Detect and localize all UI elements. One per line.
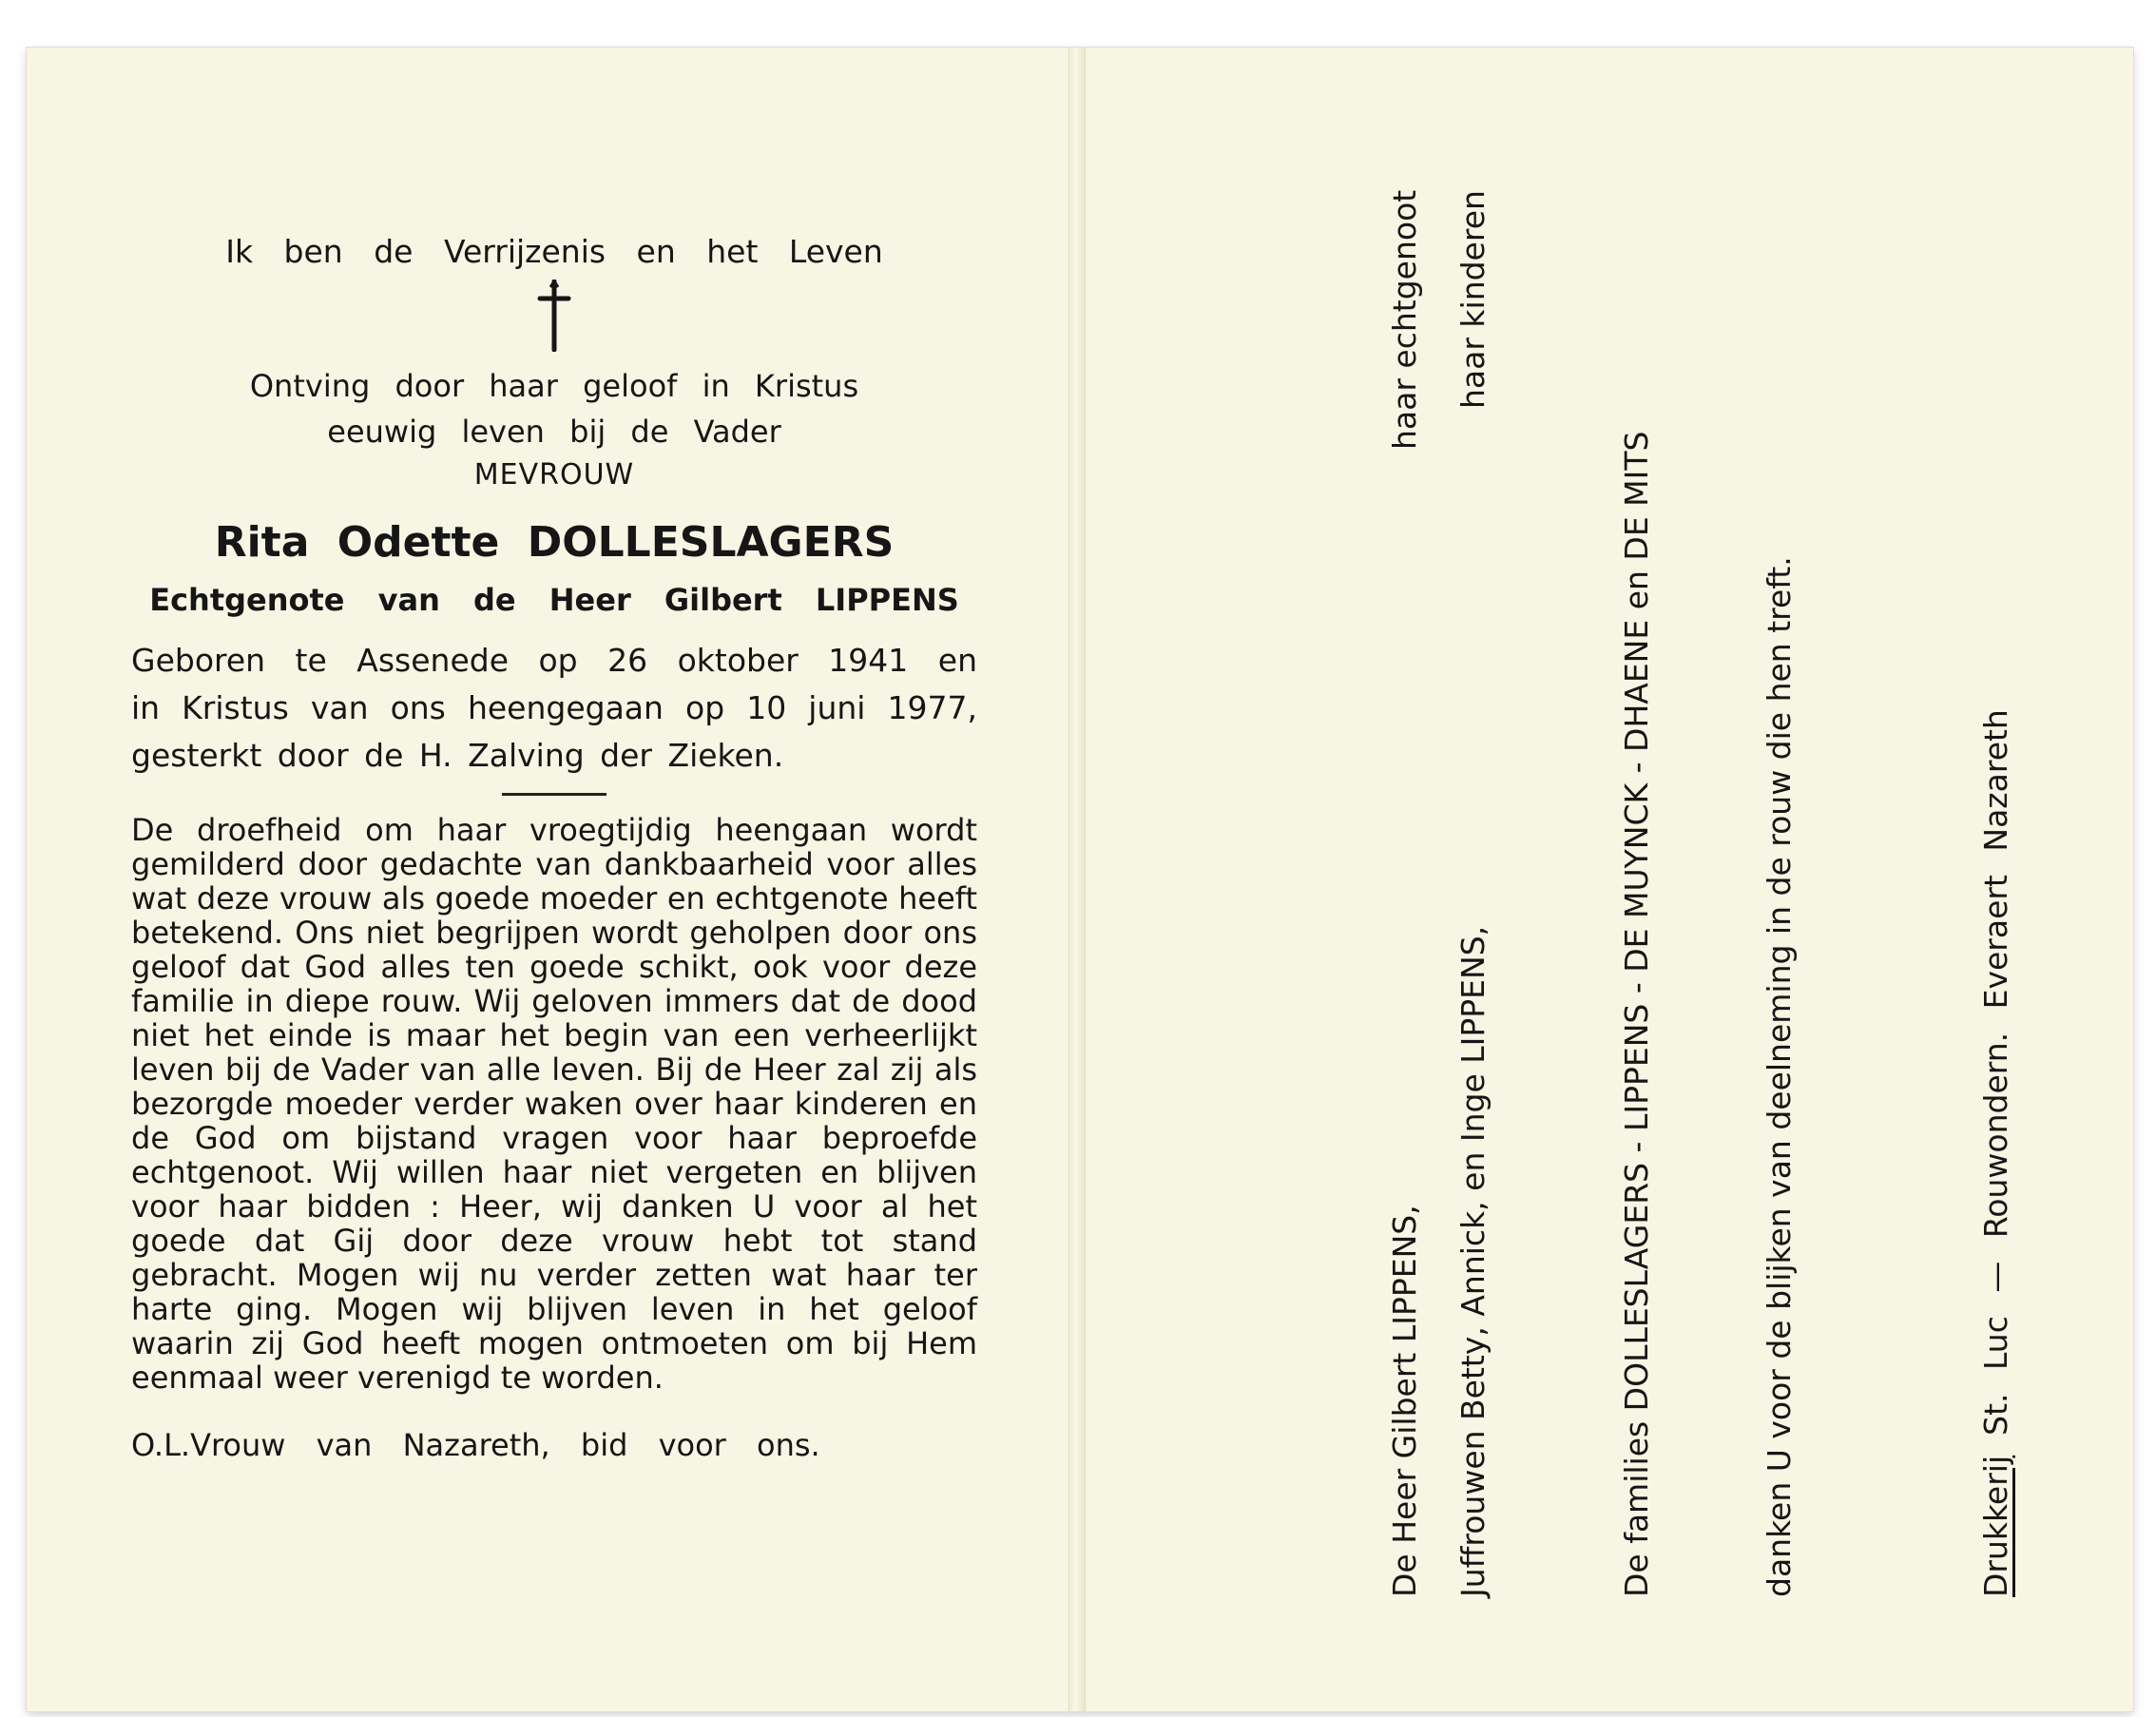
body-text: De droefheid om haar vroegtijdig heengaan wordt gemilderd door gedachte van dankbaarheid voor alles wat deze vrouw als goede moeder en echtgenote heeft betekend. Ons niet begrijpen wordt geholpen door ons geloof dat God alles ten goede schikt, ook voor deze familie in diepe rouw. Wij geloven immers dat de dood niet het einde is maar het begin van een verheerlijkt leven bij de Vader van alle leven. Bij de Heer zal zij als bezorgde moeder verder waken over haar kinderen en de God om bijstand vragen voor haar beproefde echtgenoot. Wij willen haar niet vergeten en blijven voor haar bidden : Heer, wij danken U voor al het goede dat Gij door deze vrouw hebt tot stand gebracht. Mogen wij nu verder zetten wat haar ter harte ging. Mogen wij blijven leven in het geloof waarin zij God heeft mogen ontmoeten om bij Hem eenmaal weer verenigd te worden. xyxy=(131,812,977,1396)
dates-line-1: Geboren te Assenede op 26 oktober 1941 en xyxy=(131,642,977,679)
dates-block xyxy=(131,637,977,780)
title-mevrouw: MEVROUW xyxy=(473,458,635,492)
thanks-col-husband xyxy=(1386,190,1424,1597)
husband-role: haar echtgenoot xyxy=(1386,190,1423,451)
gratitude-line: danken U voor de blijken van deelneming in de rouw die hen treft. xyxy=(1761,556,1798,1597)
left-page xyxy=(131,190,977,1463)
children-names: Juffrouwen Betty, Annick, en Inge LIPPENS, xyxy=(1454,925,1492,1597)
dates-line-2: in Kristus van ons heengegaan op 10 juni 1977, xyxy=(131,689,977,726)
memorial-card xyxy=(27,48,2133,1711)
latin-cross-icon xyxy=(535,280,573,352)
right-page xyxy=(1084,48,2133,1711)
thanks-col-children xyxy=(1454,190,1492,1597)
printer-imprint xyxy=(1977,709,2015,1597)
divider xyxy=(502,793,606,796)
children-role: haar kinderen xyxy=(1454,190,1492,409)
printer-col xyxy=(1977,580,2015,1597)
thanks-col-gratitude xyxy=(1761,304,1799,1597)
thanks-col-families xyxy=(1618,238,1656,1597)
families-line: De families DOLLESLAGERS - LIPPENS - DE MUYNCK - DHAENE en DE MITS xyxy=(1618,431,1655,1597)
dates-line-3: gesterkt door de H. Zalving der Zieken. xyxy=(131,737,784,774)
printer-label: Drukkerij xyxy=(1977,1455,2014,1597)
spouse-line: Echtgenote van de Heer Gilbert LIPPENS xyxy=(149,582,959,618)
deceased-name: Rita Odette DOLLESLAGERS xyxy=(214,518,895,567)
printer-details: St. Luc — Rouwondern. Everaert Nazareth xyxy=(1977,709,2014,1436)
intro-line-1: Ontving door haar geloof in Kristus xyxy=(249,368,859,404)
motto: Ik ben de Verrijzenis en het Leven xyxy=(225,233,883,270)
intro-line-2: eeuwig leven bij de Vader xyxy=(327,414,781,450)
prayer-line: O.L.Vrouw van Nazareth, bid voor ons. xyxy=(131,1427,820,1463)
husband-name: De Heer Gilbert LIPPENS, xyxy=(1386,1205,1423,1597)
